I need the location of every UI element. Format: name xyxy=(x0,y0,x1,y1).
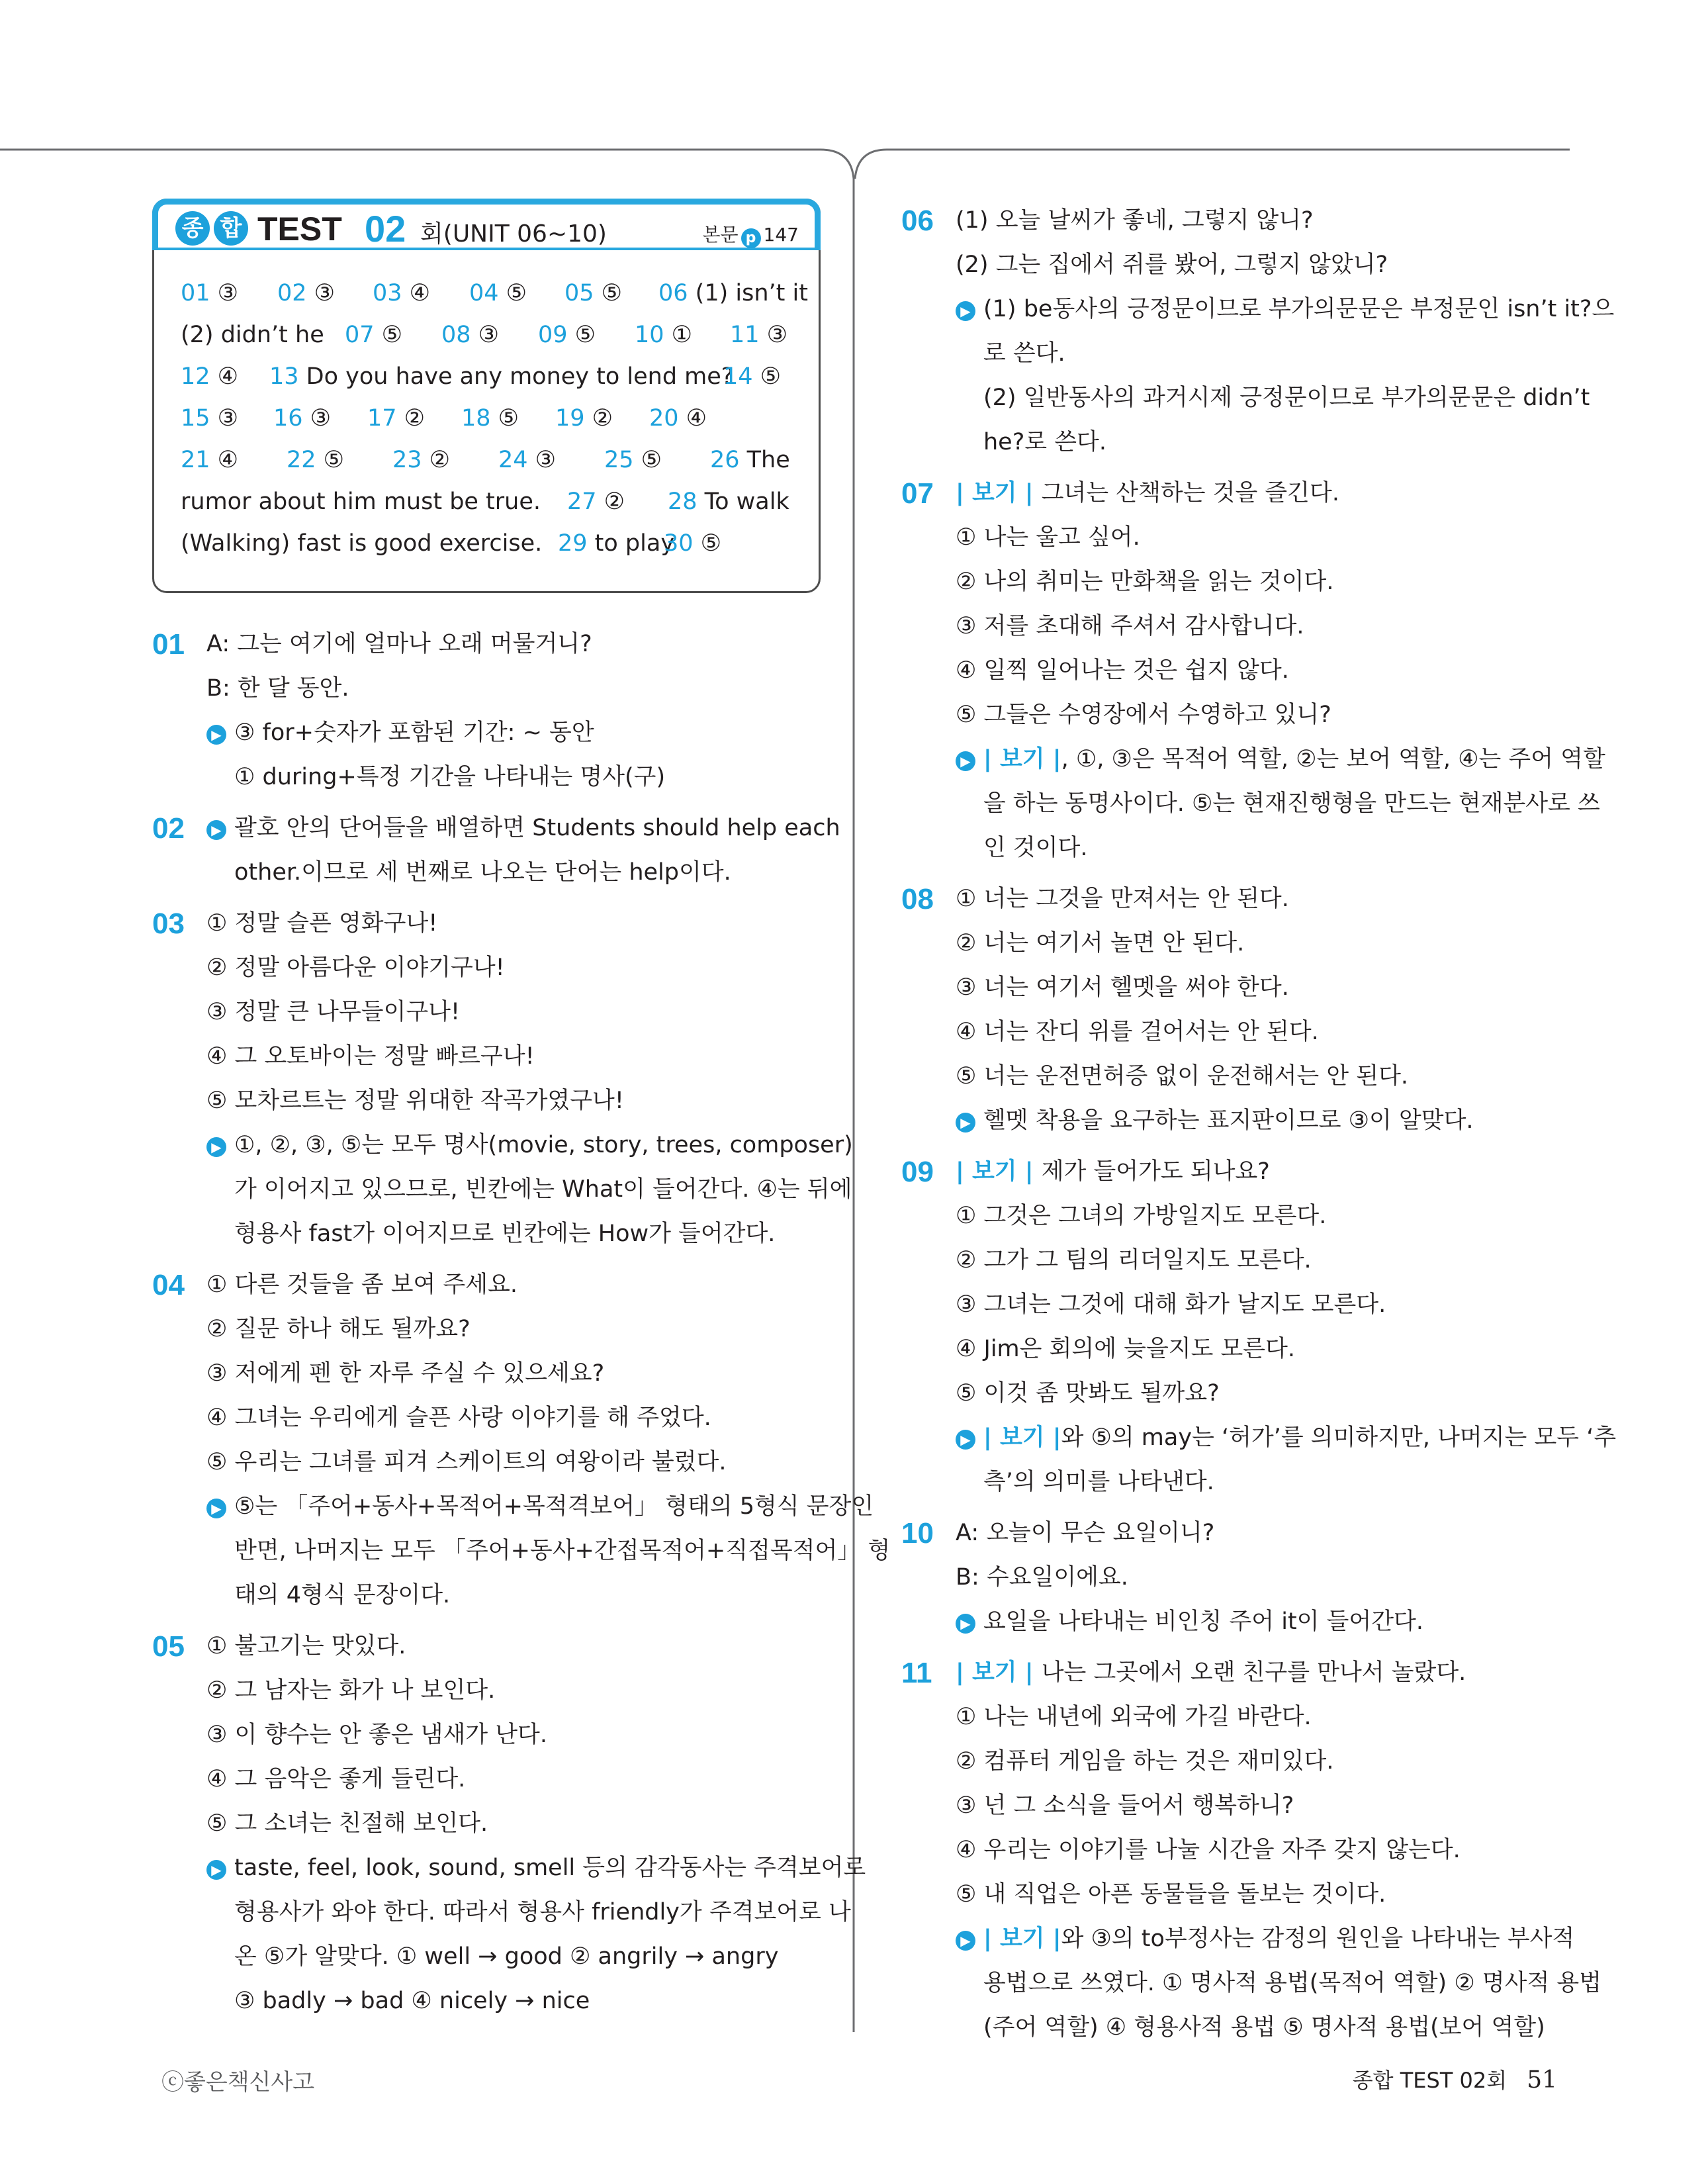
explanation-line: 형용사 fast가 이어지므로 빈칸에는 How가 들어간다. xyxy=(234,1221,776,1247)
page-footer xyxy=(1353,2064,1557,2094)
question-line: ① 너는 그것을 만져서는 안 된다. xyxy=(956,886,1289,912)
answer-value: ④ xyxy=(409,280,431,306)
answer-value: ④ xyxy=(217,447,239,473)
answer-item xyxy=(461,398,519,440)
question-block xyxy=(152,806,840,895)
explanation-line xyxy=(956,737,1605,782)
explanation-text: 헬멧 착용을 요구하는 표지판이므로 ③이 알맞다. xyxy=(983,1107,1474,1134)
answer-item xyxy=(181,273,238,314)
answer-number: 13 xyxy=(269,363,306,390)
explanation-line: ① during+특정 기간을 나타내는 명사(구) xyxy=(234,764,666,790)
explanation-line: 가 이어지고 있으므로, 빈칸에는 What이 들어간다. ④는 뒤에 xyxy=(234,1176,852,1203)
answer-value: ⑤ xyxy=(641,447,662,473)
answer-number: 04 xyxy=(469,280,506,306)
ref-label: 본문 xyxy=(702,224,739,246)
explanation-line xyxy=(206,806,840,851)
question-line: ② 그가 그 팀의 리더일지도 모른다. xyxy=(956,1247,1312,1274)
question-line: ② 나의 취미는 만화책을 읽는 것이다. xyxy=(956,569,1334,595)
bogi-text: 그녀는 산책하는 것을 즐긴다. xyxy=(1041,480,1339,506)
answer-number: 05 xyxy=(564,280,602,306)
explanation-text: ①, ②, ③, ⑤는 모두 명사(movie, story, trees, composer) xyxy=(234,1132,853,1158)
test-number: 02 xyxy=(365,208,406,250)
answer-line xyxy=(181,398,792,440)
explanation-arrow-icon: ▶ xyxy=(206,725,226,745)
answer-number: 06 xyxy=(658,280,696,306)
answer-item xyxy=(181,356,238,398)
answer-key-box xyxy=(152,199,821,593)
answer-item xyxy=(273,398,331,440)
question-line: ① 다른 것들을 좀 보여 주세요. xyxy=(206,1272,518,1298)
answer-value: ③ xyxy=(314,280,336,306)
question-block xyxy=(152,902,853,1256)
answer-value: ④ xyxy=(686,405,707,432)
explanation-line: 로 쓴다. xyxy=(983,340,1065,367)
explanation-text: taste, feel, look, sound, smell 등의 감각동사는 주격보어로 xyxy=(234,1855,866,1881)
question-line: ④ 일찍 일어나는 것은 쉽지 않다. xyxy=(956,657,1289,684)
question-line: ③ 저에게 펜 한 자루 주실 수 있으세요? xyxy=(206,1360,605,1387)
question-number: 08 xyxy=(901,883,934,915)
answer-number: 11 xyxy=(730,322,767,348)
answer-number: 01 xyxy=(181,280,218,306)
explanation-text: ③ for+숫자가 포함된 기간: ~ 동안 xyxy=(234,719,594,746)
answer-item xyxy=(710,440,790,481)
left-questions xyxy=(152,622,891,2030)
answer-number: 02 xyxy=(277,280,314,306)
question-block xyxy=(152,1624,866,2023)
question-line: ⑤ 그 소녀는 친절해 보인다. xyxy=(206,1810,488,1837)
answer-item xyxy=(567,481,625,523)
answer-item xyxy=(181,523,542,565)
answer-value: (2) didn’t he xyxy=(181,322,324,348)
explanation-arrow-icon: ▶ xyxy=(956,1430,975,1450)
answer-item xyxy=(345,314,402,356)
answer-value: ⑤ xyxy=(381,322,403,348)
answer-item xyxy=(181,398,238,440)
question-line: ② 너는 여기서 놀면 안 된다. xyxy=(956,930,1245,956)
answer-line xyxy=(181,314,792,356)
bogi-text: 나는 그곳에서 오랜 친구를 만나서 놀랐다. xyxy=(1041,1659,1466,1686)
explanation-line: 용법으로 쓰였다. ① 명사적 용법(목적어 역할) ② 명사적 용법 xyxy=(983,1970,1602,1996)
question-line: ④ 그녀는 우리에게 슬픈 사랑 이야기를 해 주었다. xyxy=(206,1405,711,1431)
explanation-line xyxy=(206,711,821,755)
question-line: ① 그것은 그녀의 가방일지도 모른다. xyxy=(956,1203,1327,1229)
question-number: 11 xyxy=(901,1657,932,1689)
bogi-label: | 보기 | xyxy=(983,1424,1061,1451)
explanation-arrow-icon: ▶ xyxy=(956,1614,975,1634)
answer-item xyxy=(555,398,613,440)
answer-item xyxy=(469,273,527,314)
question-number: 05 xyxy=(152,1630,185,1663)
answer-line xyxy=(181,356,792,398)
bogi-label: | 보기 | xyxy=(956,480,1042,506)
question-number: 04 xyxy=(152,1269,185,1301)
answer-number: 20 xyxy=(649,405,686,432)
explanation-line xyxy=(956,1600,1570,1644)
answer-value: ② xyxy=(404,405,426,432)
page-p-icon: p xyxy=(741,228,761,248)
answer-item xyxy=(277,273,335,314)
answer-value: rumor about him must be true. xyxy=(181,488,541,515)
explanation-text: | 보기 |, ①, ③은 목적어 역할, ②는 보어 역할, ④는 주어 역할 xyxy=(983,746,1605,772)
answer-value: to play xyxy=(594,530,675,557)
question-line: ① 불고기는 맛있다. xyxy=(206,1633,406,1659)
answer-value: ⑤ xyxy=(574,322,596,348)
bogi-text: 제가 들어가도 되나요? xyxy=(1041,1158,1270,1185)
question-line: ⑤ 그들은 수영장에서 수영하고 있니? xyxy=(956,702,1331,728)
answer-number: 12 xyxy=(181,363,218,390)
answer-value: ⑤ xyxy=(601,280,623,306)
explanation-arrow-icon: ▶ xyxy=(956,301,975,321)
answer-item xyxy=(181,314,324,356)
question-block xyxy=(152,622,821,800)
answer-number: 10 xyxy=(635,322,672,348)
question-line: A: 그는 여기에 얼마나 오래 머물거니? xyxy=(206,631,592,657)
answer-value: ③ xyxy=(217,280,239,306)
question-line: ② 그 남자는 화가 나 보인다. xyxy=(206,1677,496,1704)
explanation-line: (2) 일반동사의 과거시제 긍정문이므로 부가의문문은 didn’t xyxy=(983,385,1590,411)
answer-value: ③ xyxy=(310,405,332,432)
answer-value: ⑤ xyxy=(700,530,722,557)
question-number: 06 xyxy=(901,205,934,237)
answer-key-header xyxy=(152,199,821,250)
answer-number: 28 xyxy=(668,488,705,515)
bogi-line xyxy=(956,1150,1570,1194)
answer-item xyxy=(441,314,499,356)
question-line: ① 나는 내년에 외국에 가길 바란다. xyxy=(956,1704,1312,1730)
answer-item xyxy=(498,440,556,481)
answer-item xyxy=(181,440,238,481)
answer-number: 03 xyxy=(373,280,410,306)
answer-line xyxy=(181,273,808,314)
question-line: ① 정말 슬픈 영화구나! xyxy=(206,910,438,937)
bogi-label: | 보기 | xyxy=(983,746,1061,772)
question-block xyxy=(901,877,1570,1143)
answer-number: 23 xyxy=(392,447,429,473)
answer-item xyxy=(649,398,707,440)
answer-number: 22 xyxy=(287,447,324,473)
question-line: ④ 우리는 이야기를 나눌 시간을 자주 갖지 않는다. xyxy=(956,1837,1461,1863)
answer-number: 26 xyxy=(710,447,747,473)
answer-value: ② xyxy=(592,405,613,432)
question-line: (2) 그는 집에서 쥐를 봤어, 그렇지 않았니? xyxy=(956,252,1388,278)
answer-number: 08 xyxy=(441,322,478,348)
explanation-line xyxy=(206,1846,866,1890)
question-line: A: 오늘이 무슨 요일이니? xyxy=(956,1520,1215,1546)
explanation-text: | 보기 |와 ③의 to부정사는 감정의 원인을 나타내는 부사적 xyxy=(983,1925,1575,1952)
answer-item xyxy=(604,440,662,481)
answer-item xyxy=(658,273,808,314)
explanation-line xyxy=(956,1917,1575,1961)
question-line: B: 한 달 동안. xyxy=(206,675,349,702)
question-line: ③ 너는 여기서 헬멧을 써야 한다. xyxy=(956,974,1289,1001)
answer-number: 15 xyxy=(181,405,218,432)
question-block xyxy=(901,1511,1570,1644)
question-line: ⑤ 모차르트는 정말 위대한 작곡가였구나! xyxy=(206,1088,624,1114)
question-block xyxy=(901,1651,1602,2050)
answer-number: 17 xyxy=(367,405,404,432)
badge-jong: 종 xyxy=(175,211,210,246)
answer-number: 19 xyxy=(555,405,592,432)
answer-item xyxy=(668,481,789,523)
left-column xyxy=(152,199,891,2030)
explanation-line xyxy=(956,287,1615,332)
answer-value: ③ xyxy=(217,405,239,432)
explanation-line xyxy=(206,1123,853,1168)
explanation-text: ⑤는 「주어+동사+목적어+목적격보어」 형태의 5형식 문장인 xyxy=(234,1493,874,1520)
answer-number: 24 xyxy=(498,447,535,473)
question-block xyxy=(901,199,1615,465)
explanation-line xyxy=(956,1416,1617,1460)
explanation-line: (주어 역할) ④ 형용사적 용법 ⑤ 명사적 용법(보어 역할) xyxy=(983,2014,1545,2041)
explanation-line: ③ badly → bad ④ nicely → nice xyxy=(234,1988,590,2014)
question-line: ④ Jim은 회의에 늦을지도 모른다. xyxy=(956,1336,1296,1362)
explanation-text: 요일을 나타내는 비인칭 주어 it이 들어간다. xyxy=(983,1608,1423,1635)
question-line: ⑤ 너는 운전면허증 없이 운전해서는 안 된다. xyxy=(956,1063,1409,1089)
question-line: ③ 이 향수는 안 좋은 냄새가 난다. xyxy=(206,1722,547,1748)
explanation-line: he?로 쓴다. xyxy=(983,429,1106,455)
answer-value: ⑤ xyxy=(760,363,782,390)
explanation-arrow-icon: ▶ xyxy=(956,1931,975,1951)
question-line: B: 수요일이에요. xyxy=(956,1564,1128,1591)
answer-number: 30 xyxy=(664,530,701,557)
ref-page: 147 xyxy=(763,224,799,246)
answer-value: (1) isn’t it xyxy=(695,280,808,306)
answer-line xyxy=(181,523,792,565)
answer-item xyxy=(635,314,692,356)
answer-number: 09 xyxy=(538,322,575,348)
question-block xyxy=(901,1150,1617,1505)
explanation-line xyxy=(956,1099,1570,1143)
bogi-label: | 보기 | xyxy=(956,1158,1042,1185)
answer-value: ④ xyxy=(217,363,239,390)
question-number: 10 xyxy=(901,1517,934,1550)
explanation-text: | 보기 |와 ⑤의 may는 ‘허가’를 의미하지만, 나머지는 모두 ‘추 xyxy=(983,1424,1617,1451)
explanation-line: 온 ⑤가 알맞다. ① well → good ② angrily → angry xyxy=(234,1943,779,1970)
answer-item xyxy=(367,398,425,440)
answer-line xyxy=(181,440,792,481)
question-line: ② 질문 하나 해도 될까요? xyxy=(206,1316,471,1342)
answer-value: ⑤ xyxy=(323,447,345,473)
question-line: ② 컴퓨터 게임을 하는 것은 재미있다. xyxy=(956,1748,1334,1775)
footer-section: 종합 TEST 02회 xyxy=(1352,2068,1507,2093)
question-line: ③ 정말 큰 나무들이구나! xyxy=(206,999,461,1025)
answer-value: ③ xyxy=(535,447,557,473)
question-line: ① 나는 울고 싶어. xyxy=(956,524,1140,551)
answer-value: ① xyxy=(671,322,693,348)
right-questions xyxy=(901,199,1617,2057)
badge-hap: 합 xyxy=(214,211,248,246)
explanation-arrow-icon: ▶ xyxy=(206,1499,226,1518)
test-subtitle: 회(UNIT 06~10) xyxy=(420,220,607,248)
question-line: ④ 그 음악은 좋게 들린다. xyxy=(206,1766,466,1792)
question-line: ⑤ 우리는 그녀를 피겨 스케이트의 여왕이라 불렀다. xyxy=(206,1449,727,1475)
right-column xyxy=(901,199,1617,2057)
explanation-line: 형용사가 와야 한다. 따라서 형용사 friendly가 주격보어로 나 xyxy=(234,1899,851,1925)
page-number: 51 xyxy=(1527,2066,1557,2094)
answer-value: ② xyxy=(429,447,451,473)
explanation-arrow-icon: ▶ xyxy=(956,751,975,771)
answer-number: 29 xyxy=(558,530,595,557)
explanation-arrow-icon: ▶ xyxy=(956,1113,975,1133)
answer-value: (Walking) fast is good exercise. xyxy=(181,530,543,557)
answer-number: 21 xyxy=(181,447,218,473)
answer-value: ⑤ xyxy=(498,405,519,432)
question-number: 03 xyxy=(152,907,185,940)
answer-line xyxy=(181,481,792,523)
answer-item xyxy=(287,440,344,481)
question-number: 07 xyxy=(901,477,934,510)
answer-value: ③ xyxy=(478,322,500,348)
question-block xyxy=(152,1263,891,1618)
answer-number: 16 xyxy=(273,405,310,432)
answer-key-list xyxy=(154,250,819,565)
question-line: ③ 그녀는 그것에 대해 화가 날지도 모른다. xyxy=(956,1291,1386,1318)
question-line: ⑤ 내 직업은 아픈 동물들을 돌보는 것이다. xyxy=(956,1881,1386,1908)
answer-number: 07 xyxy=(345,322,382,348)
answer-value: To walk xyxy=(704,488,789,515)
bogi-line xyxy=(956,471,1570,516)
answer-value: ⑤ xyxy=(506,280,527,306)
answer-value: Do you have any money to lend me? xyxy=(306,363,734,390)
explanation-line: 태의 4형식 문장이다. xyxy=(234,1582,451,1608)
explanation-line: 인 것이다. xyxy=(983,835,1088,861)
explanation-arrow-icon: ▶ xyxy=(206,1860,226,1880)
answer-value: ③ xyxy=(766,322,788,348)
bogi-label: | 보기 | xyxy=(956,1659,1042,1686)
test-word: TEST xyxy=(257,210,342,248)
answer-value: The xyxy=(746,447,790,473)
explanation-text: 괄호 안의 단어들을 배열하면 Students should help each xyxy=(234,815,840,841)
answer-item xyxy=(564,273,622,314)
bogi-line xyxy=(956,1651,1570,1695)
question-number: 01 xyxy=(152,628,185,661)
question-number: 02 xyxy=(152,812,185,845)
answer-item xyxy=(269,356,733,398)
answer-item xyxy=(730,314,787,356)
answer-item xyxy=(558,523,674,565)
explanation-text: (1) be동사의 긍정문이므로 부가의문문은 부정문인 isn’t it?으 xyxy=(983,296,1615,322)
question-line: ④ 그 오토바이는 정말 빠르구나! xyxy=(206,1043,535,1070)
answer-item xyxy=(538,314,596,356)
explanation-line xyxy=(206,1485,874,1529)
explanation-line: 을 하는 동명사이다. ⑤는 현재진행형을 만드는 현재분사로 쓰 xyxy=(983,790,1600,817)
answer-item xyxy=(181,481,541,523)
bogi-label: | 보기 | xyxy=(983,1925,1061,1952)
question-line: ② 정말 아름다운 이야기구나! xyxy=(206,954,505,981)
publisher-credit: ⓒ좋은책신사고 xyxy=(161,2069,315,2096)
answer-number: 25 xyxy=(604,447,641,473)
explanation-line: other.이므로 세 번째로 나오는 단어는 help이다. xyxy=(234,859,731,886)
question-line: ④ 너는 잔디 위를 걸어서는 안 된다. xyxy=(956,1019,1319,1045)
question-line: ⑤ 이것 좀 맛봐도 될까요? xyxy=(956,1380,1220,1407)
answer-item xyxy=(723,356,781,398)
explanation-line: 반면, 나머지는 모두 「주어+동사+간접목적어+직접목적어」 형 xyxy=(234,1538,891,1564)
question-line: ③ 넌 그 소식을 들어서 행복하니? xyxy=(956,1792,1294,1819)
explanation-arrow-icon: ▶ xyxy=(206,820,226,840)
answer-item xyxy=(392,440,450,481)
answer-value: ② xyxy=(604,488,625,515)
answer-number: 18 xyxy=(461,405,498,432)
question-line: (1) 오늘 날씨가 좋네, 그렇지 않니? xyxy=(956,207,1314,234)
page-reference xyxy=(702,220,799,248)
answer-item xyxy=(373,273,430,314)
answer-number: 14 xyxy=(723,363,760,390)
question-number: 09 xyxy=(901,1156,934,1188)
answer-item xyxy=(664,523,721,565)
question-block xyxy=(901,471,1605,870)
answer-number: 27 xyxy=(567,488,604,515)
explanation-arrow-icon: ▶ xyxy=(206,1137,226,1157)
question-line: ③ 저를 초대해 주셔서 감사합니다. xyxy=(956,613,1304,639)
explanation-line: 측’의 의미를 나타낸다. xyxy=(983,1469,1214,1495)
